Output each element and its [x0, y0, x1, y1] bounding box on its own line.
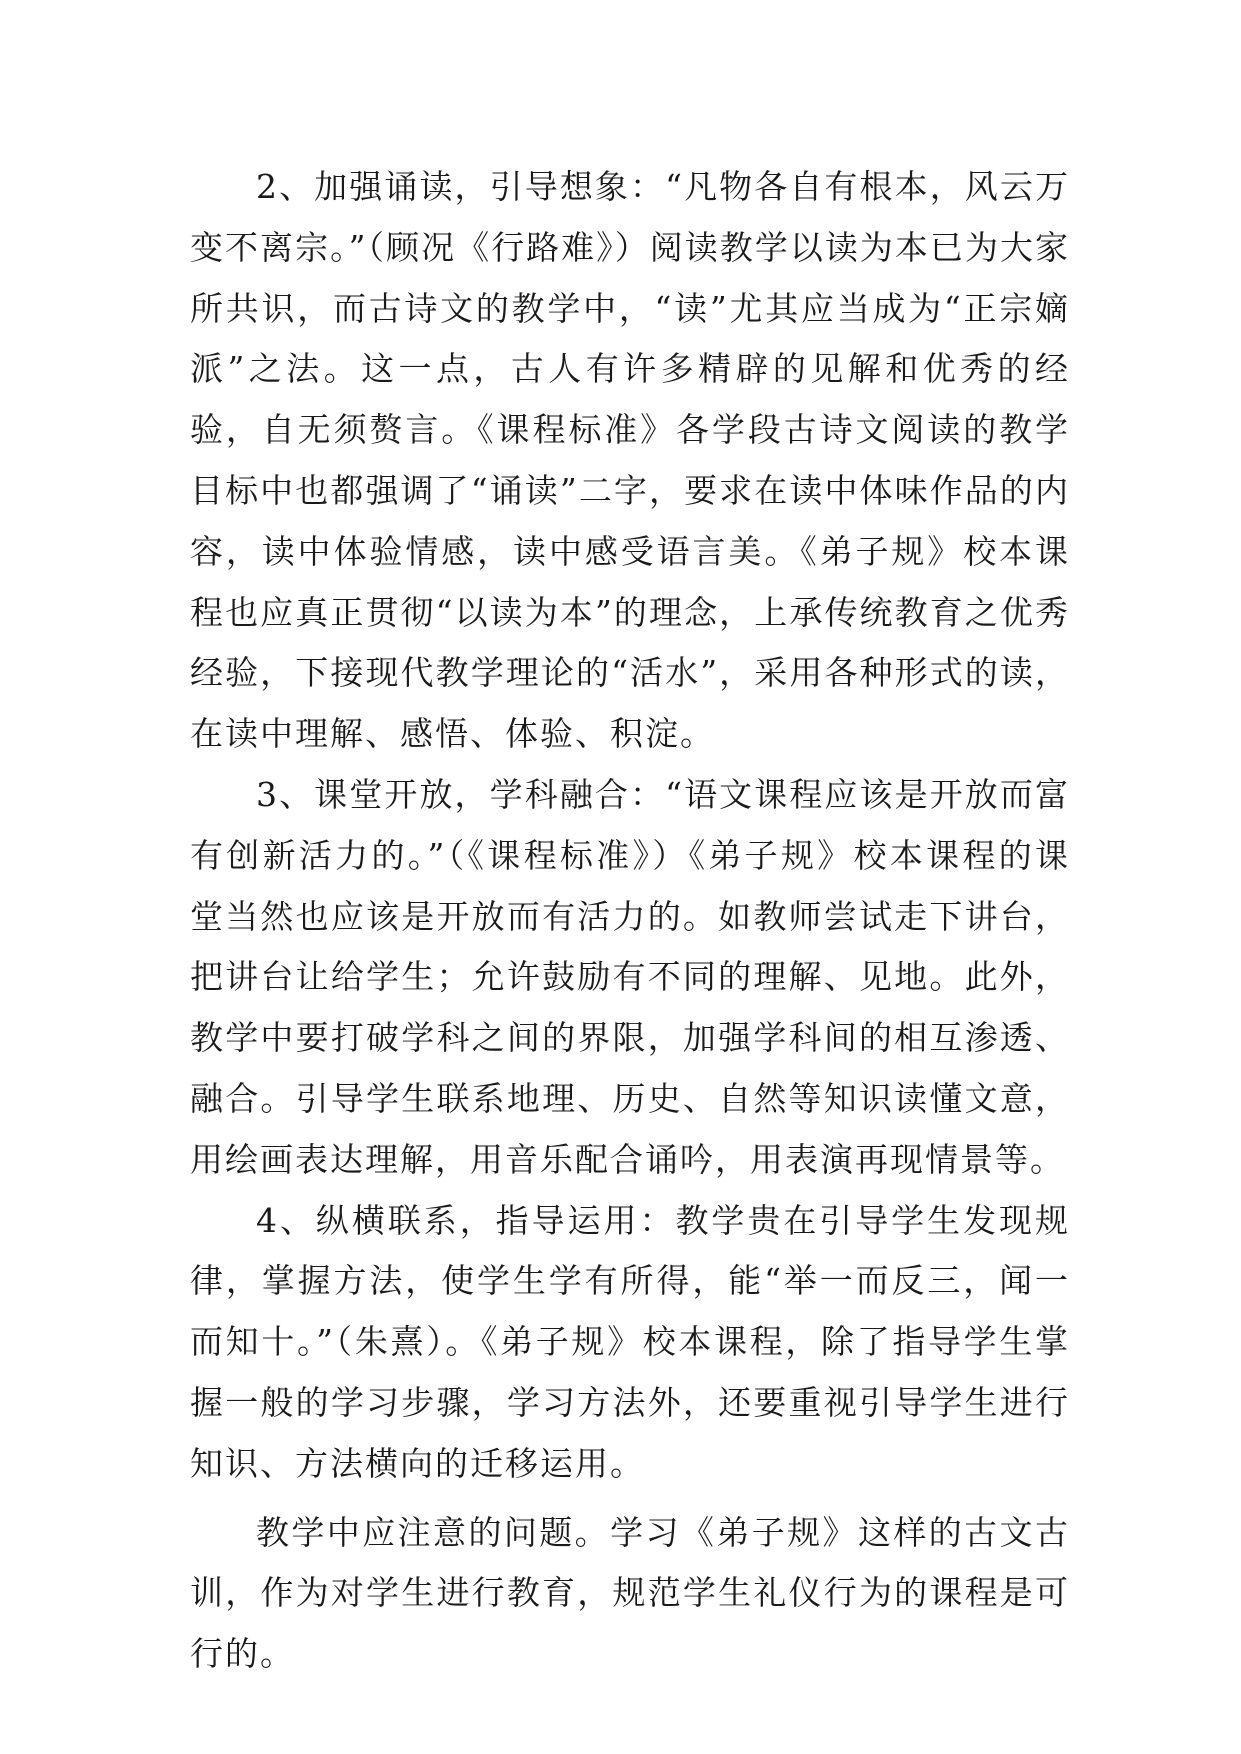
- paragraph-open-classroom: 3、课堂开放，学科融合：“语文课程应该是开放而富有创新活力的。”（《课程标准》）《弟子规》校本课程的课堂当然也应该是开放而有活力的。如教师尝试走下讲台，把讲台让给学生；允许鼓励有不同的理解、见地。此外，教学中要打破学科之间的界限，加强学科间的相互渗透、融合。引导学生联系地理、历史、自然等知识读懂文意，用绘画表达理解，用音乐配合诵吟，用表演再现情景等。: [190, 774, 1070, 1179]
- document-body: [190, 157, 1070, 1685]
- paragraph-issues: 教学中应注意的问题。学习《弟子规》这样的古文古训，作为对学生进行教育，规范学生礼仪行为的课程是可行的。: [190, 1512, 1070, 1674]
- paragraph-application: 4、纵横联系，指导运用：教学贵在引导学生发现规律，掌握方法，使学生学有所得，能“举一而反三，闻一而知十。”（朱熹）。《弟子规》校本课程，除了指导学生掌握一般的学习步骤，学习方法外，还要重视引导学生进行知识、方法横向的迁移运用。: [190, 1200, 1070, 1483]
- paragraph-reading-aloud: 2、加强诵读，引导想象：“凡物各自有根本，风云万变不离宗。”（顾况《行路难》）阅读教学以读为本已为大家所共识，而古诗文的教学中，“读”尤其应当成为“正宗嫡派”之法。这一点，古人有许多精辟的见解和优秀的经验，自无须赘言。《课程标准》各学段古诗文阅读的教学目标中也都强调了“诵读”二字，要求在读中体味作品的内容，读中体验情感，读中感受语言美。《弟子规》校本课程也应真正贯彻“以读为本”的理念，上承传统教育之优秀经验，下接现代教学理论的“活水”，采用各种形式的读，在读中理解、感悟、体验、积淀。: [190, 167, 1070, 754]
